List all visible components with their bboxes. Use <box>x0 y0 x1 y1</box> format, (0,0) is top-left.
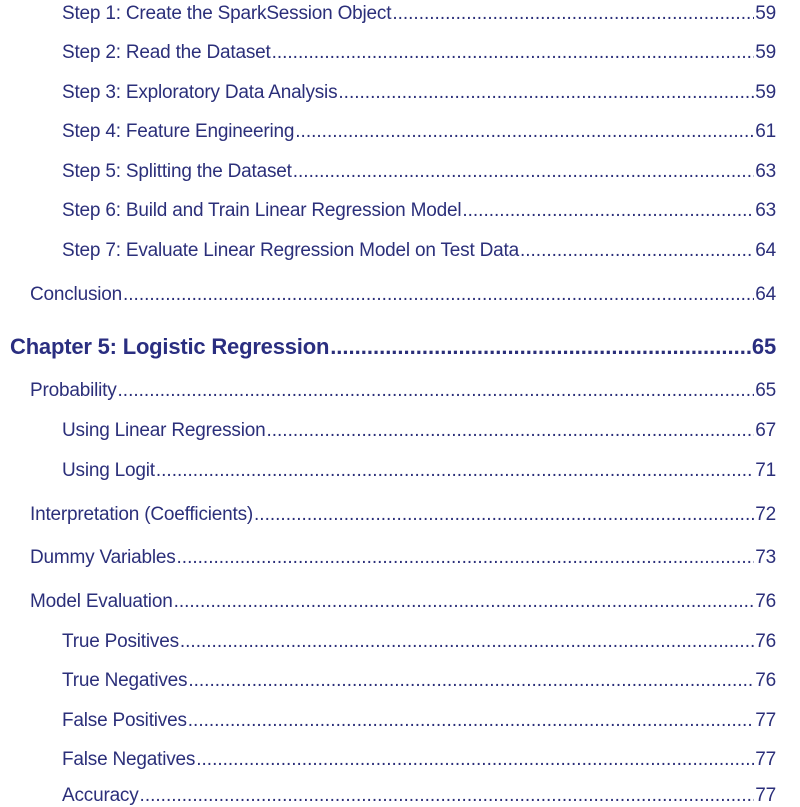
dot-leader <box>196 749 754 771</box>
toc-entry-page: 72 <box>755 504 776 525</box>
toc-entry-title: False Positives <box>62 710 187 731</box>
dot-leader <box>330 334 751 360</box>
toc-entry-page: 59 <box>755 42 776 63</box>
toc-entry-page: 63 <box>755 161 776 182</box>
toc-entry-title: Step 4: Feature Engineering <box>62 121 295 142</box>
toc-entry-title: Using Logit <box>62 460 155 481</box>
toc-entry-title: Step 6: Build and Train Linear Regression Model <box>62 200 462 221</box>
toc-entry-true-negatives[interactable] <box>62 670 776 692</box>
toc-entry-chapter-5[interactable] <box>10 334 776 360</box>
dot-leader <box>188 710 754 732</box>
toc-entry-page: 77 <box>755 710 776 731</box>
toc-entry-title: Interpretation (Coefficients) <box>30 504 254 525</box>
toc-chapter-title: Chapter 5: Logistic Regression <box>10 334 330 359</box>
toc-entry-step-2[interactable] <box>62 42 776 64</box>
dot-leader <box>462 200 754 222</box>
toc-entry-true-positives[interactable] <box>62 631 776 653</box>
dot-leader <box>123 284 754 306</box>
toc-chapter-page: 65 <box>751 334 776 359</box>
dot-leader <box>520 240 754 262</box>
dot-leader <box>293 161 755 183</box>
dot-leader <box>118 380 755 402</box>
dot-leader <box>174 591 755 613</box>
toc-entry-conclusion[interactable] <box>30 284 776 306</box>
dot-leader <box>295 121 754 143</box>
toc-entry-page: 77 <box>755 785 776 806</box>
toc-entry-page: 65 <box>755 380 776 401</box>
dot-leader <box>254 504 754 526</box>
toc-entry-interpretation[interactable] <box>30 504 776 526</box>
dot-leader <box>156 460 754 482</box>
dot-leader <box>140 785 755 807</box>
toc-entry-page: 64 <box>755 240 776 261</box>
toc-entry-page: 64 <box>755 284 776 305</box>
dot-leader <box>272 42 755 64</box>
toc-entry-page: 67 <box>755 420 776 441</box>
toc-entry-page: 71 <box>755 460 776 481</box>
toc-entry-page: 76 <box>755 591 776 612</box>
toc-entry-page: 63 <box>755 200 776 221</box>
toc-entry-page: 73 <box>755 547 776 568</box>
toc-entry-title: True Negatives <box>62 670 188 691</box>
dot-leader <box>338 82 754 104</box>
dot-leader <box>392 3 754 25</box>
toc-entry-title: False Negatives <box>62 749 196 770</box>
toc-entry-title: Probability <box>30 380 117 401</box>
toc-entry-model-evaluation[interactable] <box>30 591 776 613</box>
dot-leader <box>188 670 754 692</box>
toc-entry-step-3[interactable] <box>62 82 776 104</box>
toc-entry-using-logit[interactable] <box>62 460 776 482</box>
toc-entry-page: 59 <box>755 3 776 24</box>
toc-entry-title: Step 5: Splitting the Dataset <box>62 161 292 182</box>
toc-entry-false-negatives[interactable] <box>62 749 776 771</box>
toc-entry-title: Accuracy <box>62 785 139 806</box>
toc-entry-using-linear-regression[interactable] <box>62 420 776 442</box>
toc-entry-step-7[interactable] <box>62 240 776 262</box>
toc-entry-dummy-variables[interactable] <box>30 547 776 569</box>
dot-leader <box>266 420 754 442</box>
toc-entry-title: Using Linear Regression <box>62 420 266 441</box>
toc-entry-page: 76 <box>755 631 776 652</box>
toc-entry-probability[interactable] <box>30 380 776 402</box>
toc-entry-false-positives[interactable] <box>62 710 776 732</box>
toc-entry-accuracy[interactable] <box>62 785 776 807</box>
toc-entry-title: Model Evaluation <box>30 591 173 612</box>
toc-entry-page: 59 <box>755 82 776 103</box>
dot-leader <box>180 631 754 653</box>
toc-entry-title: Step 7: Evaluate Linear Regression Model on Test Data <box>62 240 519 261</box>
toc-entry-title: Step 3: Exploratory Data Analysis <box>62 82 338 103</box>
toc-entry-step-6[interactable] <box>62 200 776 222</box>
toc-entry-step-4[interactable] <box>62 121 776 143</box>
dot-leader <box>177 547 755 569</box>
toc-entry-page: 61 <box>755 121 776 142</box>
toc-entry-title: Conclusion <box>30 284 122 305</box>
toc-entry-page: 76 <box>755 670 776 691</box>
toc-entry-title: Step 1: Create the SparkSession Object <box>62 3 392 24</box>
toc-entry-title: Step 2: Read the Dataset <box>62 42 271 63</box>
toc-entry-step-5[interactable] <box>62 161 776 183</box>
toc-entry-page: 77 <box>755 749 776 770</box>
toc-entry-title: Dummy Variables <box>30 547 176 568</box>
toc-entry-step-1[interactable] <box>62 3 776 25</box>
toc-entry-title: True Positives <box>62 631 179 652</box>
